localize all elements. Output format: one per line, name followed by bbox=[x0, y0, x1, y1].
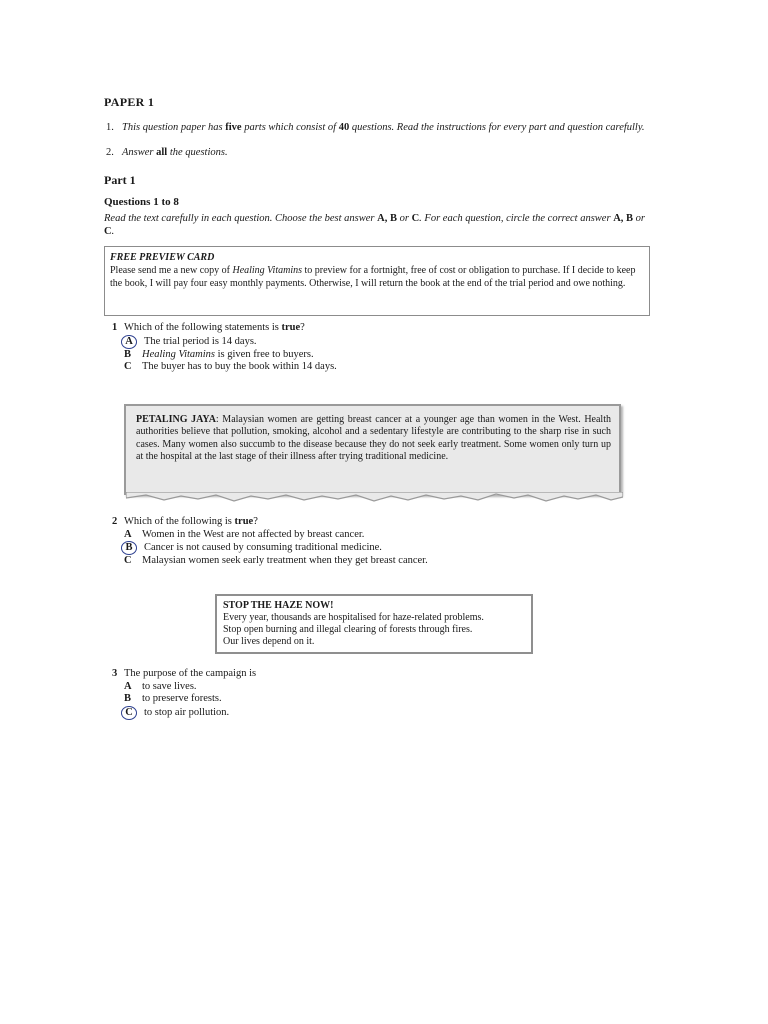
option-c[interactable] bbox=[112, 706, 256, 720]
instruction-number: 1. bbox=[106, 122, 114, 133]
option-text: to stop air pollution. bbox=[144, 706, 230, 718]
stem-text: Which of the following is bbox=[124, 516, 235, 527]
option-text: to save lives. bbox=[142, 680, 197, 692]
card-body bbox=[110, 264, 644, 290]
option-c[interactable] bbox=[112, 555, 428, 568]
option-b[interactable] bbox=[112, 541, 428, 555]
question-number: 1 bbox=[112, 322, 118, 333]
instruction-text: This question paper has bbox=[122, 122, 226, 133]
option-text: The buyer has to buy the book within 14 days. bbox=[142, 361, 337, 372]
instruction-2 bbox=[106, 146, 228, 159]
haze-line: Our lives depend on it. bbox=[223, 636, 315, 647]
circled-answer: C bbox=[121, 706, 137, 720]
stem-bold: true bbox=[234, 516, 254, 527]
option-text: Women in the West are not affected by breast cancer. bbox=[142, 528, 365, 540]
read-text: . bbox=[111, 226, 115, 237]
torn-edge bbox=[126, 492, 623, 502]
read-bold: C bbox=[104, 226, 112, 237]
instruction-bold: five bbox=[225, 122, 242, 133]
question-stem bbox=[112, 668, 256, 681]
option-letter: C bbox=[124, 361, 132, 372]
card-title: FREE PREVIEW CARD bbox=[110, 252, 215, 263]
circled-answer: B bbox=[121, 541, 137, 555]
option-b[interactable] bbox=[112, 693, 256, 706]
question-1 bbox=[112, 322, 337, 374]
stem-text: ? bbox=[253, 516, 258, 527]
paper-title: PAPER 1 bbox=[104, 95, 155, 109]
card-text: Please send me a new copy of bbox=[110, 265, 233, 276]
option-text: is given free to buyers. bbox=[215, 348, 314, 360]
option-letter: B bbox=[124, 348, 132, 360]
question-3 bbox=[112, 668, 256, 720]
news-text bbox=[136, 414, 611, 464]
read-text: Read the text carefully in each question. Choose the best answer bbox=[104, 213, 378, 224]
read-text: or bbox=[633, 213, 645, 224]
read-text: . For each question, circle the correct answer bbox=[419, 213, 614, 224]
free-preview-card bbox=[104, 246, 650, 316]
instruction-text: Answer bbox=[122, 147, 157, 158]
news-clipping bbox=[124, 404, 621, 495]
stem-bold: true bbox=[281, 322, 301, 333]
option-letter: B bbox=[124, 693, 132, 704]
questions-range: Questions 1 to 8 bbox=[104, 196, 179, 208]
read-bold: C bbox=[411, 213, 420, 224]
card-book-title: Healing Vitamins bbox=[232, 265, 302, 276]
haze-title: STOP THE HAZE NOW! bbox=[223, 600, 334, 611]
option-b[interactable] bbox=[112, 349, 337, 362]
option-letter: A bbox=[124, 680, 132, 692]
haze-campaign-box bbox=[215, 594, 533, 654]
question-stem bbox=[112, 322, 337, 335]
haze-line: Every year, thousands are hospitalised for haze-related problems. bbox=[223, 612, 484, 623]
option-text: Malaysian women seek early treatment when they get breast cancer. bbox=[142, 555, 428, 566]
circled-answer: A bbox=[121, 335, 137, 349]
option-letter: C bbox=[124, 555, 132, 566]
instruction-1 bbox=[106, 121, 651, 134]
option-italic: Healing Vitamins bbox=[142, 348, 216, 360]
stem-text: Which of the following statements is bbox=[124, 322, 282, 333]
option-a[interactable] bbox=[112, 335, 337, 349]
option-c[interactable] bbox=[112, 361, 337, 374]
instruction-bold: 40 bbox=[338, 122, 350, 133]
instruction-text: questions. Read the instructions for every part and question carefully. bbox=[349, 122, 645, 133]
option-a[interactable] bbox=[112, 529, 428, 542]
question-number: 2 bbox=[112, 516, 118, 527]
instruction-bold: all bbox=[156, 147, 168, 158]
haze-line: Stop open burning and illegal clearing of forests through fires. bbox=[223, 624, 473, 635]
read-bold: A, B bbox=[377, 213, 397, 224]
option-letter: A bbox=[124, 528, 132, 540]
news-body: : Malaysian women are getting breast cancer at a younger age than women in the West. Health authorities believe that pollution, smoking, alcohol and a sedentary lifestyle are contributing to the sharp rise in such cases. Many women also succumb to the disease because they do not seek early treatment. Some women only turn up at the hospital at the last stage of their illness after trying traditional medicine. bbox=[136, 414, 611, 463]
read-bold: A, B bbox=[613, 213, 634, 224]
question-stem bbox=[112, 516, 428, 529]
stem-text: The purpose of the campaign is bbox=[124, 668, 257, 679]
instruction-text: parts which consist of bbox=[241, 122, 339, 133]
instruction-text: the questions. bbox=[167, 147, 228, 158]
instruction-number: 2. bbox=[106, 147, 114, 158]
read-instruction bbox=[104, 212, 649, 238]
option-text: Cancer is not caused by consuming traditional medicine. bbox=[144, 542, 382, 553]
question-number: 3 bbox=[112, 668, 118, 679]
question-2 bbox=[112, 516, 428, 568]
stem-text: ? bbox=[300, 322, 305, 333]
option-a[interactable] bbox=[112, 681, 256, 694]
option-text: to preserve forests. bbox=[142, 693, 222, 704]
read-text: or bbox=[396, 213, 412, 224]
part-title: Part 1 bbox=[104, 173, 136, 187]
news-dateline: PETALING JAYA bbox=[136, 414, 216, 425]
option-text: The trial period is 14 days. bbox=[144, 335, 257, 347]
card-text: to preview for a fortnight, free of cost or obligation to purchase. If I decide to keep the book, I will pay four easy monthly payments. Otherwise, I will return the book at the end of the trial period and owe nothing. bbox=[110, 265, 636, 289]
